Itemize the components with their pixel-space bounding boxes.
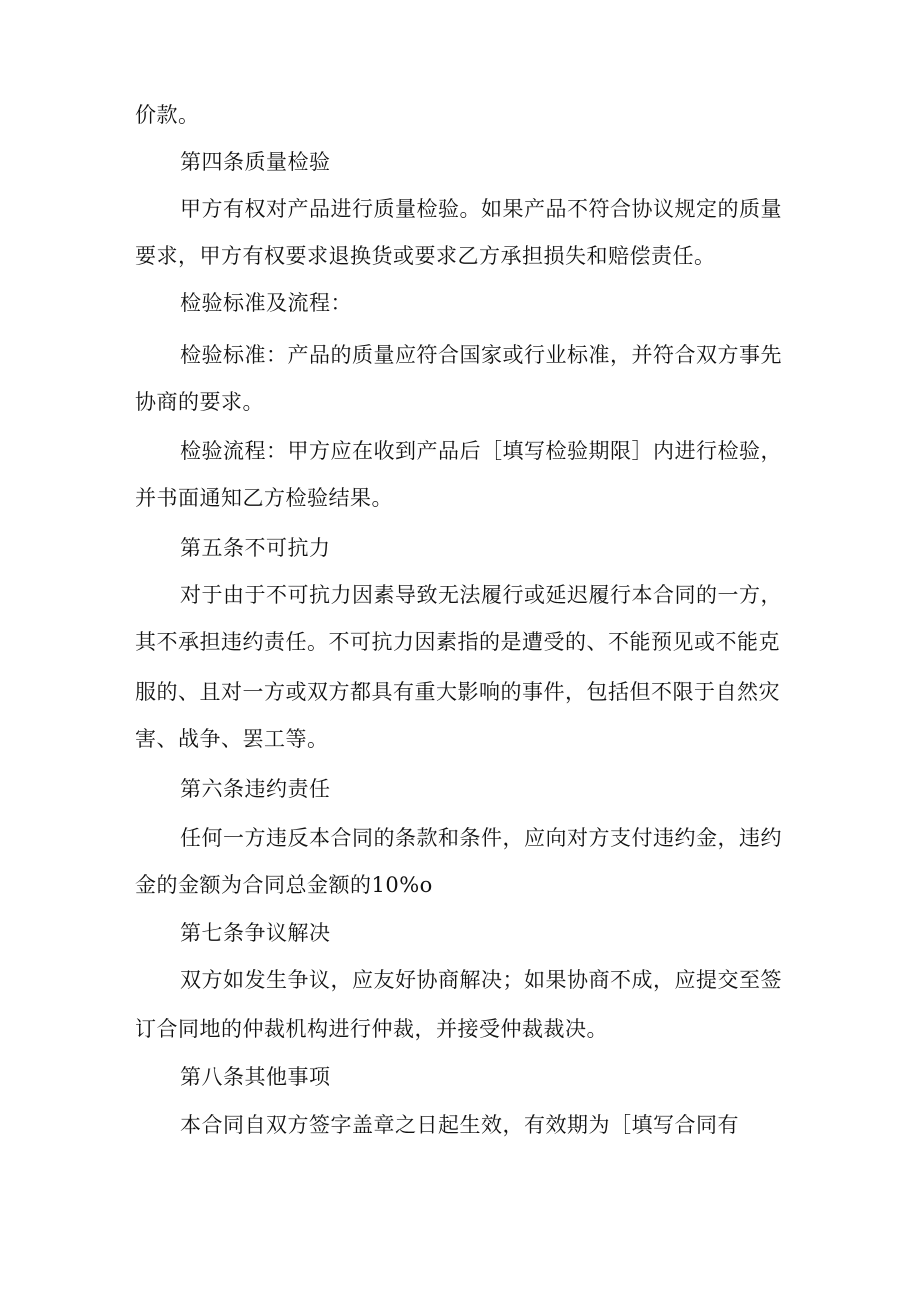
text-line: 订合同地的仲裁机构进行仲裁，并接受仲裁裁决。 <box>135 1017 608 1041</box>
text-line: 其不承担违约责任。不可抗力因素指的是遭受的、不能预见或不能克 <box>135 630 780 654</box>
text-line: 甲方有权对产品进行质量检验。如果产品不符合协议规定的质量 <box>180 197 782 221</box>
text-line: 双方如发生争议，应友好协商解决；如果协商不成，应提交至签 <box>180 968 782 992</box>
text-line: 金的金额为合同总金额的10%o <box>135 873 433 897</box>
text-line: 检验流程：甲方应在收到产品后［填写检验期限］内进行检验， <box>180 439 782 463</box>
section-heading-8: 第八条其他事项 <box>180 1065 331 1089</box>
text-line: 任何一方违反本合同的条款和条件，应向对方支付违约金，违约 <box>180 826 782 850</box>
text-line: 要求，甲方有权要求退换货或要求乙方承担损失和赔偿责任。 <box>135 244 716 268</box>
text-line: 协商的要求。 <box>135 390 264 414</box>
section-heading-5: 第五条不可抗力 <box>180 536 331 560</box>
section-heading-4: 第四条质量检验 <box>180 150 331 174</box>
text-line: 价款。 <box>135 103 200 127</box>
section-heading-6: 第六条违约责任 <box>180 777 331 801</box>
text-line: 服的、且对一方或双方都具有重大影响的事件，包括但不限于自然灾 <box>135 680 780 704</box>
text-line: 检验标准：产品的质量应符合国家或行业标准，并符合双方事先 <box>180 343 782 367</box>
subheading: 检验标准及流程： <box>180 291 352 315</box>
text-line: 害、战争、罢工等。 <box>135 727 329 751</box>
text-line: 对于由于不可抗力因素导致无法履行或延迟履行本合同的一方， <box>180 583 782 607</box>
text-line: 本合同自双方签字盖章之日起生效，有效期为［填写合同有 <box>180 1113 739 1137</box>
text-line: 并书面通知乙方检验结果。 <box>135 486 393 510</box>
section-heading-7: 第七条争议解决 <box>180 921 331 945</box>
